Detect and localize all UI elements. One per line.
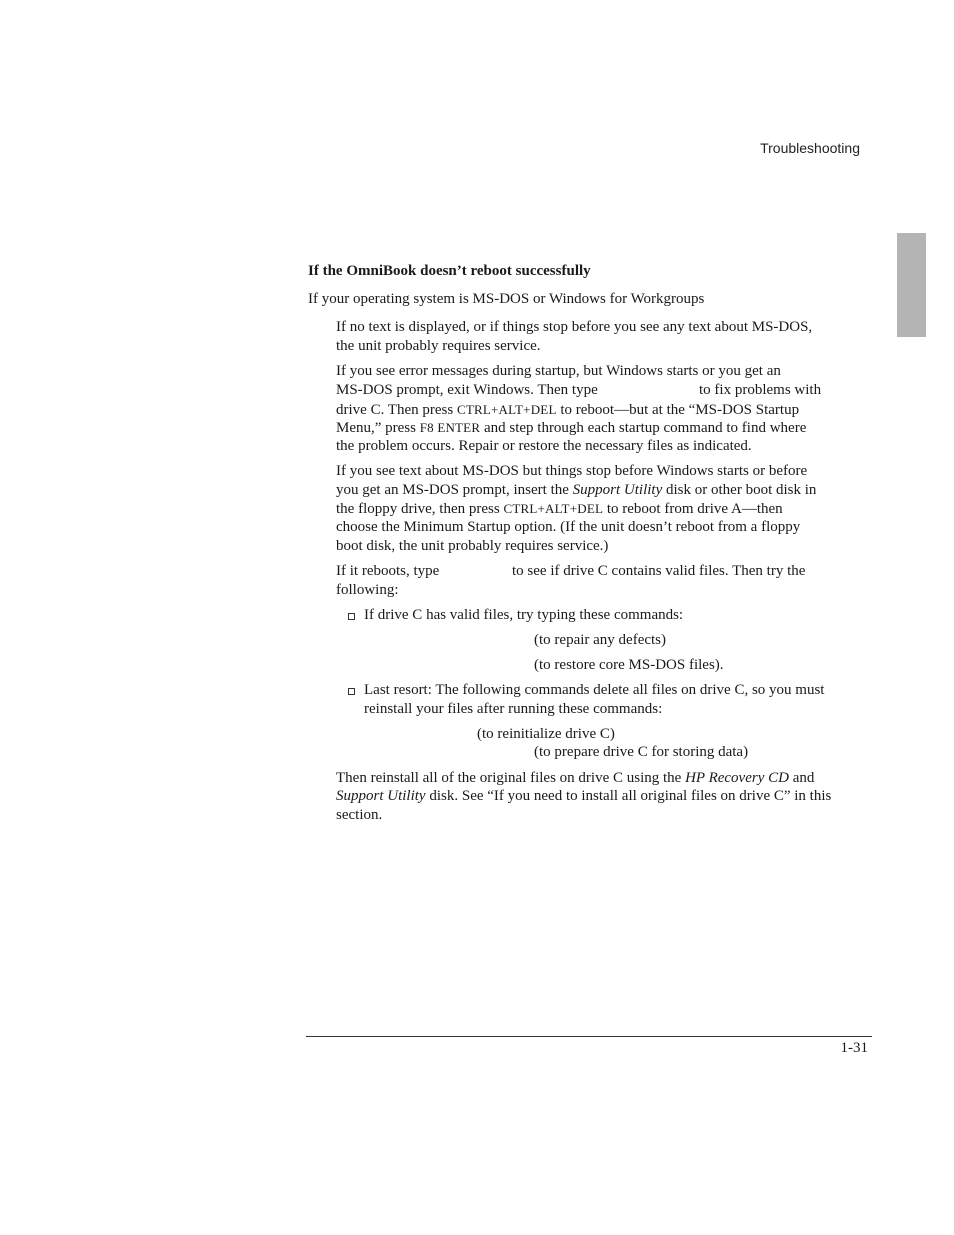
p2-line2b: to fix problems with (699, 382, 822, 398)
p2-line3b: to reboot—but at the “MS-DOS Startup (560, 402, 800, 418)
bullet2-line1: Last resort: The following commands delete all files on drive C, so you must (364, 682, 825, 698)
bullet-marker (348, 688, 355, 695)
page-number: 1-31 (840, 1040, 868, 1056)
p5-line1b: and (792, 770, 815, 786)
p2-line1: If you see error messages during startup, but Windows starts or you get an (336, 363, 781, 379)
p3-line1: If you see text about MS-DOS but things stop before Windows starts or before (336, 463, 808, 479)
p2-line2a: MS-DOS prompt, exit Windows. Then type (336, 382, 598, 398)
p4-line2: following: (336, 582, 399, 598)
p3-line5: boot disk, the unit probably requires service.) (336, 538, 609, 554)
p1-line2: the unit probably requires service. (336, 338, 541, 354)
p3-line4: choose the Minimum Startup option. (If the unit doesn’t reboot from a floppy (336, 519, 801, 535)
p5-line1 (336, 769, 814, 788)
p1-line1: If no text is displayed, or if things stop before you see any text about MS-DOS, (336, 319, 813, 335)
p2-line3a: drive C. Then press (336, 402, 454, 418)
p4-line1a: If it reboots, type (336, 563, 440, 579)
p5-line1a: Then reinstall all of the original files on drive C using the (336, 770, 682, 786)
p2-line4a: Menu,” press (336, 420, 416, 436)
key-f8-enter: F8 ENTER (419, 420, 481, 435)
p3-line2 (336, 481, 816, 500)
footer-rule (306, 1036, 872, 1037)
running-header: Troubleshooting (760, 140, 860, 156)
p3-line2a: you get an MS-DOS prompt, insert the (336, 482, 569, 498)
p3-line3a: the floppy drive, then press (336, 501, 500, 517)
p5-line2 (336, 787, 831, 806)
bullet1-cmd2-note: (to restore core MS-DOS files). (534, 657, 724, 673)
p2-line4 (336, 418, 806, 438)
bullet-marker (348, 613, 355, 620)
p4-line1b: to see if drive C contains valid files. Then try the (512, 563, 806, 579)
support-utility-title: Support Utility (572, 482, 663, 498)
p2-line5: the problem occurs. Repair or restore the necessary files as indicated. (336, 438, 752, 454)
section-thumb-tab (897, 233, 926, 337)
bullet2-line2: reinstall your files after running these commands: (364, 701, 663, 717)
key-ctrl-alt-del: CTRL+ALT+DEL (456, 402, 557, 417)
bullet1-cmd1-note: (to repair any defects) (534, 632, 667, 648)
bullet1-text: If drive C has valid files, try typing these commands: (364, 607, 684, 623)
bullet2-cmd2-note: (to prepare drive C for storing data) (534, 744, 749, 760)
p5-line2b: disk. See “If you need to install all original files on drive C” in this (429, 788, 832, 804)
section-heading: If the OmniBook doesn’t reboot successfully (308, 263, 591, 279)
bullet2-cmd1-note: (to reinitialize drive C) (477, 726, 615, 742)
p5-line3: section. (336, 807, 383, 823)
p2-line3 (336, 400, 799, 420)
intro-text: If your operating system is MS-DOS or Windows for Workgroups (308, 291, 705, 307)
p3-line2b: disk or other boot disk in (666, 482, 817, 498)
p2-line4b: and step through each startup command to find where (483, 420, 807, 436)
hp-recovery-cd-title: HP Recovery CD (685, 770, 789, 786)
support-utility-title: Support Utility (336, 788, 426, 804)
p3-line3b: to reboot from drive A—then (606, 501, 783, 517)
p3-line3 (336, 499, 783, 519)
key-ctrl-alt-del: CTRL+ALT+DEL (503, 501, 604, 516)
